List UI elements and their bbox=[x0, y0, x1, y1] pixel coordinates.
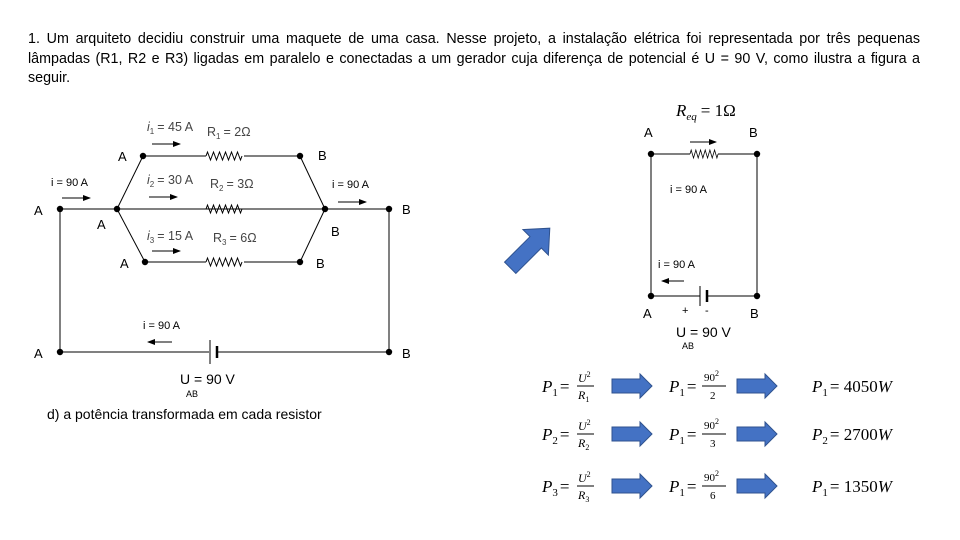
fraction-numerator: $90^2$ bbox=[704, 417, 719, 432]
block-arrow-icon bbox=[737, 422, 777, 446]
fraction-numerator: $90^2$ bbox=[704, 469, 719, 484]
source-voltage-subscript: AB bbox=[186, 389, 199, 399]
right-circuit bbox=[651, 154, 757, 296]
battery-symbol-icon bbox=[700, 286, 707, 306]
branch2-current-label: $i_2 = 30$ A bbox=[147, 173, 194, 189]
node-label-a: A bbox=[643, 306, 652, 321]
total-current-label: i = 90 A bbox=[658, 259, 696, 271]
branch2-resistance-label: $R_2 = 3\Omega$ bbox=[210, 177, 254, 193]
source-voltage-label: U = 90 V bbox=[676, 324, 731, 340]
block-arrow-icon bbox=[612, 422, 652, 446]
branch1-current-label: $i_1 = 45$ A bbox=[147, 120, 194, 136]
fraction-numerator: $U^2$ bbox=[578, 418, 591, 433]
node-label-b: B bbox=[331, 224, 340, 239]
node-label-a: A bbox=[97, 217, 106, 232]
power-symbol: $P_1$ = bbox=[669, 477, 697, 499]
negative-terminal-label: - bbox=[705, 305, 709, 317]
node-dots bbox=[648, 151, 760, 299]
node-label-b: B bbox=[316, 256, 325, 271]
fraction-denominator: $R_3$ bbox=[578, 488, 590, 504]
block-arrow-icon bbox=[737, 474, 777, 498]
power-symbol: $P_2$ = bbox=[542, 425, 570, 447]
power-symbol: $P_1$ = bbox=[669, 425, 697, 447]
branch3-resistance-label: $R_3 = 6\Omega$ bbox=[213, 231, 257, 247]
fraction-numerator: $U^2$ bbox=[578, 370, 591, 385]
block-arrow-icon bbox=[497, 215, 562, 280]
fraction-numerator: $90^2$ bbox=[704, 369, 719, 384]
power-symbol: $P_3$ = bbox=[542, 477, 570, 499]
equation-row-2 bbox=[541, 417, 894, 452]
equation-row-3 bbox=[541, 469, 894, 504]
fraction-numerator: $U^2$ bbox=[578, 470, 591, 485]
fraction-denominator: 3 bbox=[710, 438, 716, 450]
positive-terminal-label: + bbox=[682, 305, 689, 317]
fraction-denominator: $R_2$ bbox=[578, 436, 590, 452]
power-result: $P_2 = 2700W$ bbox=[812, 425, 892, 447]
source-voltage-label: U = 90 V bbox=[180, 371, 235, 387]
power-result: $P_1 = 1350W$ bbox=[812, 477, 892, 499]
fraction-denominator: 6 bbox=[710, 490, 716, 502]
block-arrow-icon bbox=[737, 374, 777, 398]
equation-row-1 bbox=[541, 369, 894, 404]
node-label-b: B bbox=[318, 148, 327, 163]
question-d-text: d) a potência transformada em cada resistor bbox=[47, 406, 322, 422]
resistor-zigzag-icon bbox=[206, 152, 242, 160]
source-voltage-subscript: AB bbox=[682, 341, 695, 351]
node-label-b: B bbox=[749, 125, 758, 140]
branch3-current-label: $i_3 = 15$ A bbox=[147, 229, 194, 245]
power-result: $P_1 = 4050W$ bbox=[812, 377, 892, 399]
block-arrow-icon bbox=[612, 474, 652, 498]
total-current-label: i = 90 A bbox=[51, 177, 89, 189]
node-label-a: A bbox=[118, 149, 127, 164]
total-current-label: i = 90 A bbox=[332, 179, 370, 191]
branch1-resistance-label: $R_1 = 2\Omega$ bbox=[207, 125, 251, 141]
node-label-b: B bbox=[402, 346, 411, 361]
fraction-denominator: 2 bbox=[710, 390, 716, 402]
node-label-b: B bbox=[402, 202, 411, 217]
resistor-zigzag-icon bbox=[206, 258, 242, 266]
power-symbol: $P_1$ = bbox=[669, 377, 697, 399]
total-current-label: i = 90 A bbox=[670, 184, 708, 196]
node-label-b: B bbox=[750, 306, 759, 321]
power-symbol: $P_1$ = bbox=[542, 377, 570, 399]
question-text: 1. Um arquiteto decidiu construir uma maquete de uma casa. Nesse projeto, a instalação elétrica foi representada por três pequenas lâmpadas (R1, R2 e R3) ligadas em paralelo e conectadas a um gerador cuja diferença de potencial é U = 90 V, como ilustra a figura a seguir. bbox=[28, 31, 920, 86]
node-label-a: A bbox=[34, 346, 43, 361]
fraction-denominator: $R_1$ bbox=[578, 388, 590, 404]
total-current-label: i = 90 A bbox=[143, 320, 181, 332]
node-label-a: A bbox=[34, 203, 43, 218]
equivalent-resistance-label: $R_{eq} = 1\Omega$ bbox=[676, 101, 736, 123]
node-label-a: A bbox=[120, 256, 129, 271]
node-label-a: A bbox=[644, 125, 653, 140]
block-arrow-icon bbox=[612, 374, 652, 398]
resistor-zigzag-icon bbox=[690, 150, 718, 158]
battery-symbol-icon bbox=[210, 340, 217, 364]
